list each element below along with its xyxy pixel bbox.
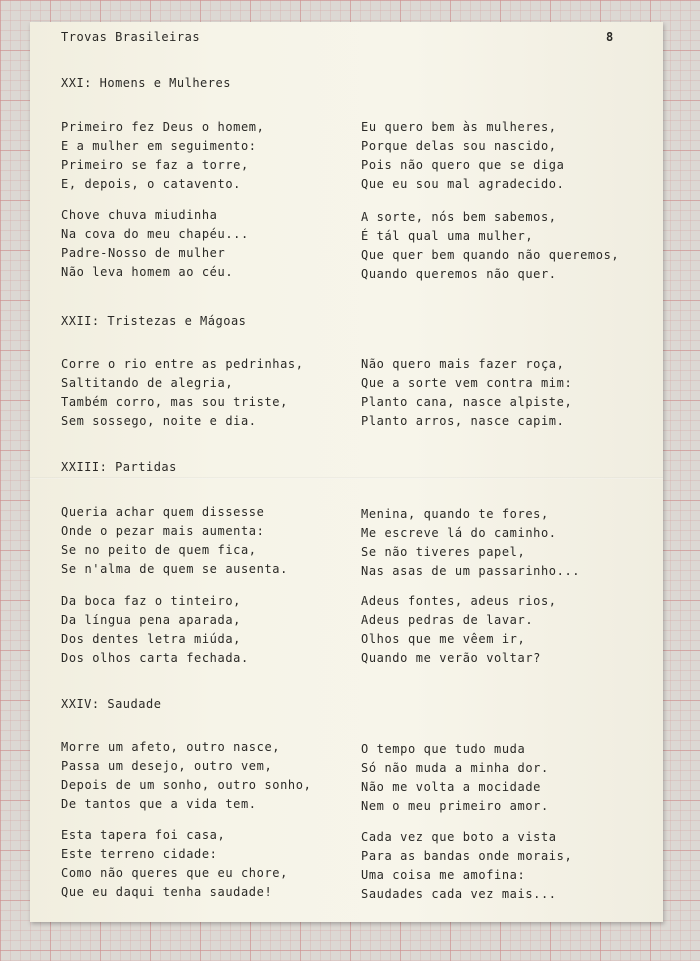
stanza bbox=[61, 503, 351, 579]
stanza bbox=[361, 592, 651, 668]
stanza bbox=[61, 206, 351, 282]
verse-line: Planto arros, nasce capim. bbox=[361, 414, 565, 428]
verse-line: Não leva homem ao céu. bbox=[61, 265, 234, 279]
verse-line: Adeus pedras de lavar. bbox=[361, 613, 534, 627]
verse-line: Também corro, mas sou triste, bbox=[61, 395, 288, 409]
verse-line: Se no peito de quem fica, bbox=[61, 543, 257, 557]
verse-line: Quando me verão voltar? bbox=[361, 651, 541, 665]
verse-line: Me escreve lá do caminho. bbox=[361, 526, 557, 540]
verse-line: Só não muda a minha dor. bbox=[361, 761, 549, 775]
verse-line: Menina, quando te fores, bbox=[361, 507, 549, 521]
verse-line: Onde o pezar mais aumenta: bbox=[61, 524, 265, 538]
verse-line: Dos olhos carta fechada. bbox=[61, 651, 249, 665]
verse-line: Corre o rio entre as pedrinhas, bbox=[61, 357, 304, 371]
stanza bbox=[361, 740, 651, 816]
section-heading-xxiii: XXIII: Partidas bbox=[61, 460, 177, 474]
verse-line: Não quero mais fazer roça, bbox=[361, 357, 565, 371]
verse-line: Eu quero bem às mulheres, bbox=[361, 120, 557, 134]
verse-line: Planto cana, nasce alpiste, bbox=[361, 395, 573, 409]
verse-line: Queria achar quem dissesse bbox=[61, 505, 265, 519]
verse-line: É tál qual uma mulher, bbox=[361, 229, 534, 243]
verse-line: E, depois, o catavento. bbox=[61, 177, 241, 191]
verse-line: Saltitando de alegria, bbox=[61, 376, 234, 390]
section-heading-xxii: XXII: Tristezas e Mágoas bbox=[61, 314, 247, 328]
verse-line: O tempo que tudo muda bbox=[361, 742, 526, 756]
verse-line: E a mulher em seguimento: bbox=[61, 139, 257, 153]
running-title: Trovas Brasileiras bbox=[61, 30, 201, 44]
stanza bbox=[61, 355, 351, 431]
section-heading-xxi: XXI: Homens e Mulheres bbox=[61, 76, 231, 90]
verse-line: Pois não quero que se diga bbox=[361, 158, 565, 172]
verse-line: Primeiro se faz a torre, bbox=[61, 158, 249, 172]
verse-line: Da boca faz o tinteiro, bbox=[61, 594, 241, 608]
verse-line: Como não queres que eu chore, bbox=[61, 866, 288, 880]
verse-line: Para as bandas onde morais, bbox=[361, 849, 573, 863]
typewritten-page bbox=[30, 22, 663, 922]
stanza bbox=[361, 828, 651, 904]
stanza bbox=[61, 738, 351, 814]
page-number: 8 bbox=[606, 30, 614, 44]
stanza bbox=[361, 505, 651, 581]
stanza bbox=[61, 826, 351, 902]
verse-line: Da língua pena aparada, bbox=[61, 613, 241, 627]
stanza bbox=[61, 118, 351, 194]
verse-line: A sorte, nós bem sabemos, bbox=[361, 210, 557, 224]
stanza bbox=[361, 118, 651, 194]
verse-line: De tantos que a vida tem. bbox=[61, 797, 257, 811]
verse-line: Nas asas de um passarinho... bbox=[361, 564, 581, 578]
verse-line: Adeus fontes, adeus rios, bbox=[361, 594, 557, 608]
verse-line: Que a sorte vem contra mim: bbox=[361, 376, 573, 390]
section-heading-xxiv: XXIV: Saudade bbox=[61, 697, 162, 711]
verse-line: Cada vez que boto a vista bbox=[361, 830, 557, 844]
stanza bbox=[361, 208, 651, 284]
verse-line: Padre-Nosso de mulher bbox=[61, 246, 226, 260]
verse-line: Morre um afeto, outro nasce, bbox=[61, 740, 281, 754]
verse-line: Porque delas sou nascido, bbox=[361, 139, 557, 153]
verse-line: Se não tiveres papel, bbox=[361, 545, 526, 559]
verse-line: Sem sossego, noite e dia. bbox=[61, 414, 257, 428]
verse-line: Saudades cada vez mais... bbox=[361, 887, 557, 901]
verse-line: Que quer bem quando não queremos, bbox=[361, 248, 620, 262]
stanza bbox=[61, 592, 351, 668]
verse-line: Passa um desejo, outro vem, bbox=[61, 759, 273, 773]
verse-line: Este terreno cidade: bbox=[61, 847, 218, 861]
verse-line: Esta tapera foi casa, bbox=[61, 828, 226, 842]
verse-line: Dos dentes letra miúda, bbox=[61, 632, 241, 646]
verse-line: Uma coisa me amofina: bbox=[361, 868, 526, 882]
verse-line: Nem o meu primeiro amor. bbox=[361, 799, 549, 813]
verse-line: Olhos que me vêem ir, bbox=[361, 632, 526, 646]
verse-line: Chove chuva miudinha bbox=[61, 208, 218, 222]
stanza bbox=[361, 355, 651, 431]
paper-fold bbox=[30, 477, 663, 479]
verse-line: Depois de um sonho, outro sonho, bbox=[61, 778, 312, 792]
verse-line: Não me volta a mocidade bbox=[361, 780, 541, 794]
verse-line: Na cova do meu chapéu... bbox=[61, 227, 249, 241]
verse-line: Quando queremos não quer. bbox=[361, 267, 557, 281]
verse-line: Que eu daqui tenha saudade! bbox=[61, 885, 273, 899]
verse-line: Se n'alma de quem se ausenta. bbox=[61, 562, 288, 576]
verse-line: Que eu sou mal agradecido. bbox=[361, 177, 565, 191]
verse-line: Primeiro fez Deus o homem, bbox=[61, 120, 265, 134]
